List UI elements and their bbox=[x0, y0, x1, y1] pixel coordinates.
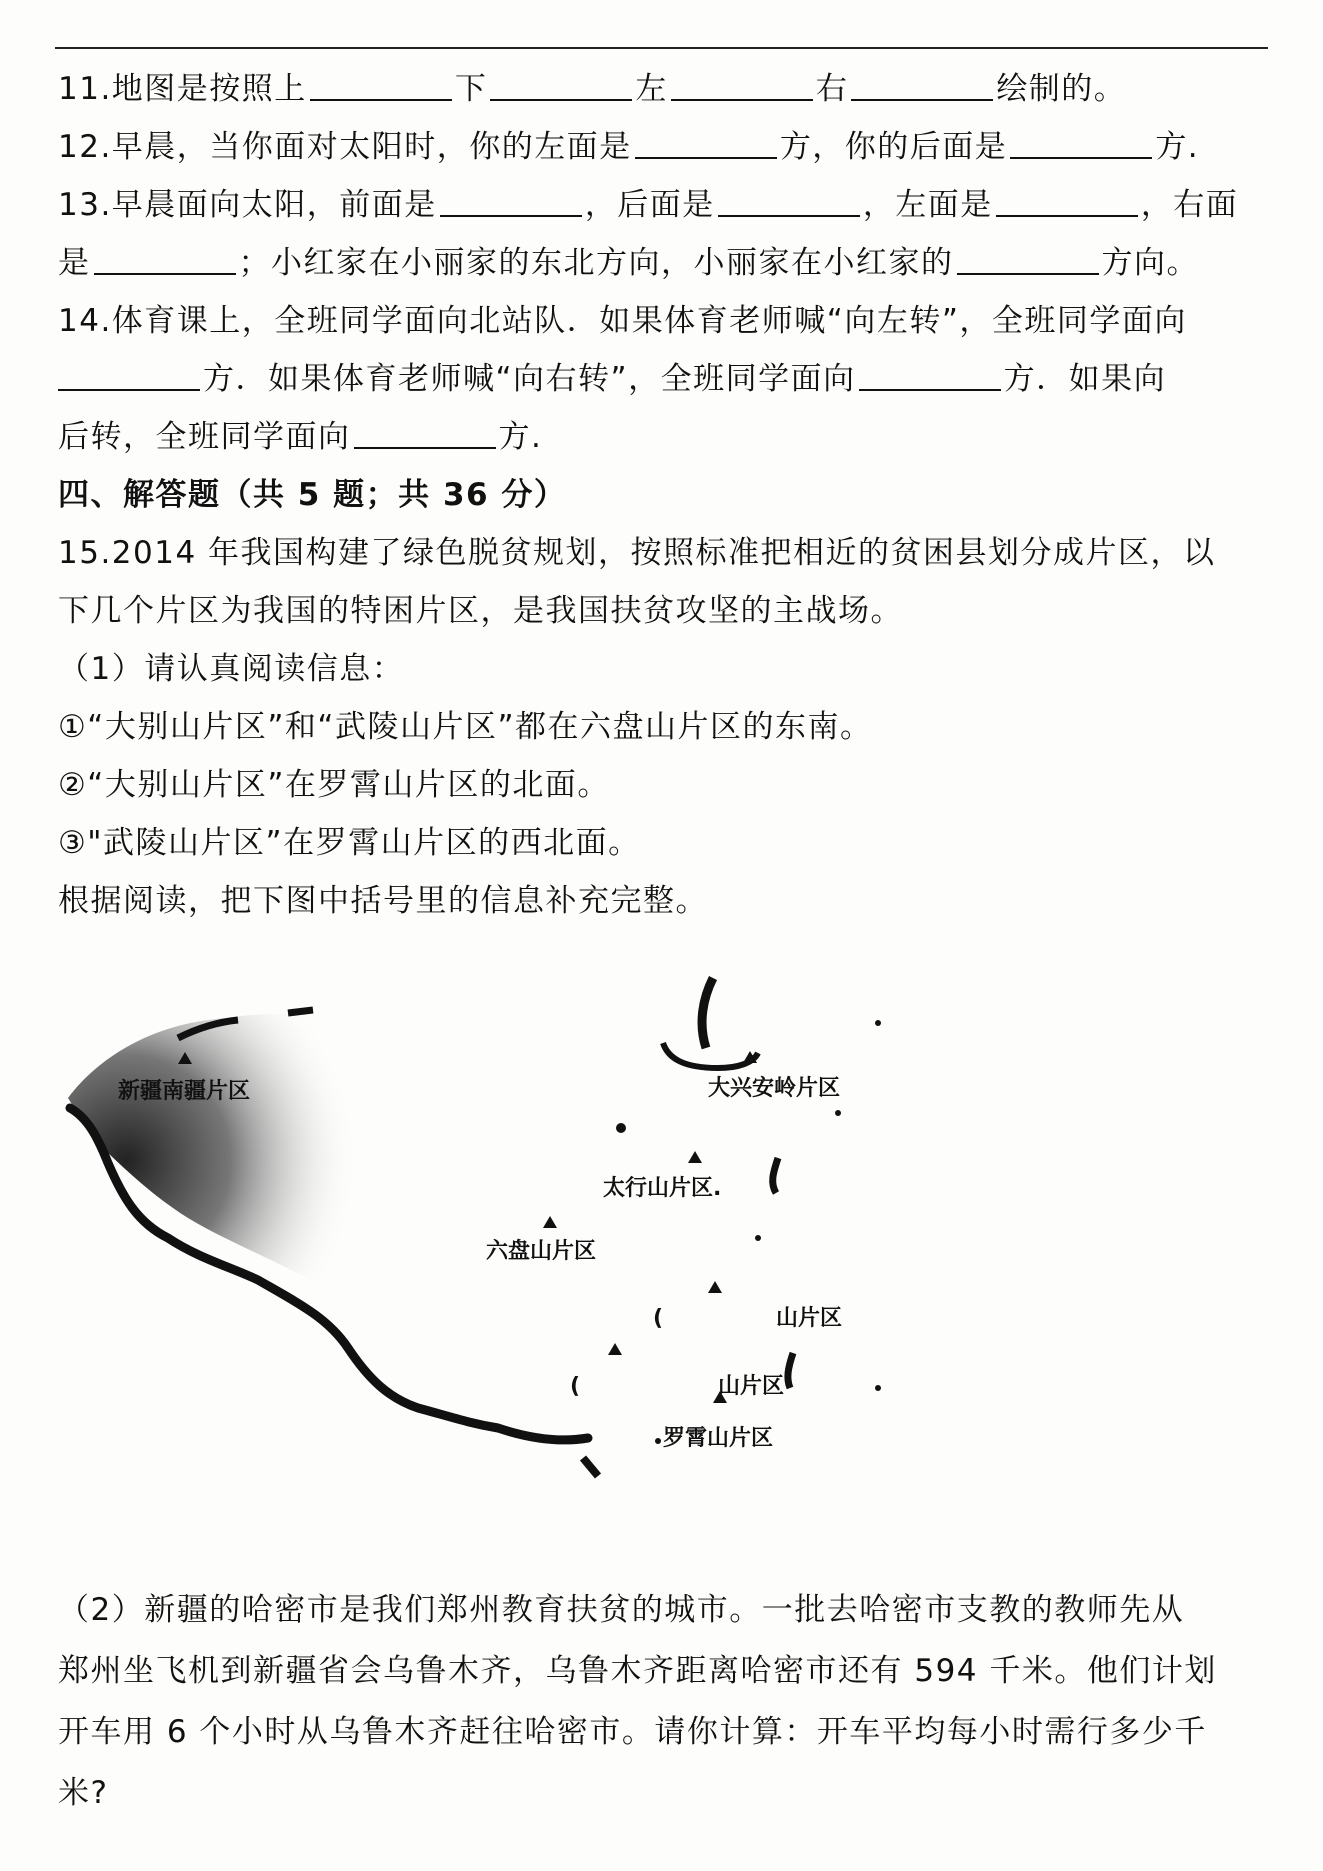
answer-blank[interactable] bbox=[94, 243, 236, 275]
label-blank-2-open: ( bbox=[570, 1374, 581, 1399]
question-12: 12.早晨，当你面对太阳时，你的左面是 方，你的后面是 方. bbox=[58, 129, 1200, 165]
mountain-marker-icon bbox=[688, 1151, 702, 1163]
answer-blank[interactable] bbox=[957, 243, 1099, 275]
info-2: ②“大别山片区”在罗霄山片区的北面。 bbox=[58, 767, 610, 803]
label-daxinganling: 大兴安岭片区 bbox=[708, 1076, 841, 1101]
answer-blank[interactable] bbox=[859, 359, 1001, 391]
answer-blank[interactable] bbox=[1010, 127, 1152, 159]
instruction: 根据阅读，把下图中括号里的信息补充完整。 bbox=[58, 883, 708, 919]
mountain-marker-icon bbox=[608, 1343, 622, 1355]
question-15-sub-1: （1）请认真阅读信息： bbox=[58, 651, 405, 687]
question-11: 11.地图是按照上 下 左 右 绘制的。 bbox=[58, 71, 1127, 107]
label-liupan: 六盘山片区 bbox=[486, 1239, 597, 1264]
answer-blank[interactable] bbox=[490, 69, 632, 101]
label-blank-1-suffix: 山片区 bbox=[776, 1306, 843, 1331]
mountain-marker-icon bbox=[708, 1281, 722, 1293]
question-15-sub-2-line-2: 郑州坐飞机到新疆省会乌鲁木齐，乌鲁木齐距离哈密市还有 594 千米。他们计划 bbox=[58, 1653, 1217, 1689]
answer-blank[interactable] bbox=[440, 185, 582, 217]
label-blank-2-suffix: 山片区 bbox=[718, 1374, 785, 1399]
answer-blank[interactable] bbox=[58, 359, 200, 391]
answer-blank[interactable] bbox=[354, 417, 496, 449]
answer-blank[interactable] bbox=[996, 185, 1138, 217]
label-taihang: 太行山片区. bbox=[603, 1176, 722, 1201]
question-14-line-1: 14.体育课上，全班同学面向北站队．如果体育老师喊“向左转”，全班同学面向 bbox=[58, 303, 1187, 339]
question-13-line-2: 是 ；小红家在小丽家的东北方向，小丽家在小红家的 方向。 bbox=[58, 245, 1199, 281]
answer-blank[interactable] bbox=[671, 69, 813, 101]
answer-blank[interactable] bbox=[718, 185, 860, 217]
question-15-sub-2-line-1: （2）新疆的哈密市是我们郑州教育扶贫的城市。一批去哈密市支教的教师先从 bbox=[58, 1592, 1185, 1628]
section-title: 四、解答题（共 5 题；共 36 分） bbox=[58, 477, 567, 513]
questions-part-1 bbox=[58, 60, 1268, 930]
label-xinjiang: 新疆南疆片区 bbox=[118, 1079, 251, 1104]
mountain-marker-icon bbox=[543, 1216, 557, 1228]
top-rule bbox=[55, 47, 1268, 49]
question-15-line-1: 15.2014 年我国构建了绿色脱贫规划，按照标准把相近的贫困县划分成片区，以 bbox=[58, 535, 1216, 571]
question-15-line-2: 下几个片区为我国的特困片区，是我国扶贫攻坚的主战场。 bbox=[58, 593, 903, 629]
info-3: ③"武陵山片区”在罗霄山片区的西北面。 bbox=[58, 825, 641, 861]
label-luoxiao: 罗霄山片区 bbox=[663, 1426, 774, 1451]
info-1: ①“大别山片区”和“武陵山片区”都在六盘山片区的东南。 bbox=[58, 709, 873, 745]
answer-blank[interactable] bbox=[310, 69, 452, 101]
china-poverty-region-map bbox=[58, 968, 1158, 1568]
question-13-line-1: 13.早晨面向太阳，前面是 ，后面是 ，左面是 ，右面 bbox=[58, 187, 1239, 223]
question-14-line-2: 方．如果体育老师喊“向右转”，全班同学面向 方．如果向 bbox=[58, 350, 1268, 408]
label-blank-1-open: ( bbox=[653, 1306, 664, 1331]
answer-blank[interactable] bbox=[851, 69, 993, 101]
question-14-line-3: 后转，全班同学面向 方. bbox=[58, 419, 543, 455]
answer-blank[interactable] bbox=[635, 127, 777, 159]
question-15-sub-2-line-4: 米? bbox=[58, 1775, 109, 1811]
question-15-sub-2-line-3: 开车用 6 个小时从乌鲁木齐赶往哈密市。请你计算：开车平均每小时需行多少千 bbox=[58, 1714, 1207, 1750]
questions-part-2 bbox=[58, 1580, 1268, 1824]
